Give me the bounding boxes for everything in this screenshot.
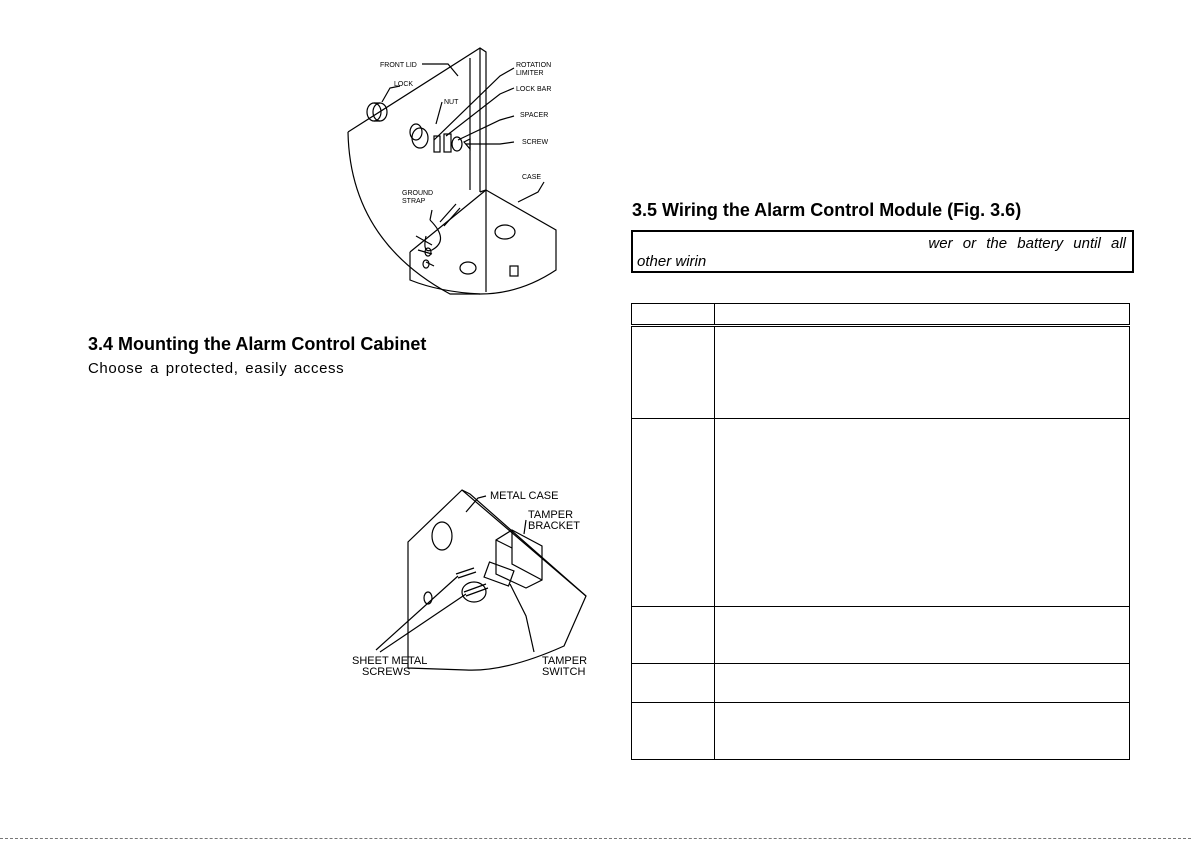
table-cell <box>715 304 1130 326</box>
table-cell <box>715 419 1130 607</box>
label-front-lid: FRONT LID <box>380 62 417 69</box>
label-case: CASE <box>522 174 542 181</box>
section-3-4-heading: 3.4 Mounting the Alarm Control Cabinet <box>88 334 427 354</box>
wiring-table <box>631 303 1130 760</box>
label-rotation-limiter-1: ROTATION <box>516 62 552 69</box>
label-tamper-bracket-2: BRACKET <box>528 520 580 532</box>
label-sheet-metal-screws-1: SHEET METAL <box>352 655 428 667</box>
label-tamper-bracket-1: TAMPER <box>528 509 574 521</box>
label-screw: SCREW <box>522 139 549 146</box>
lid-assembly-figure <box>340 40 600 300</box>
table-cell <box>632 326 715 419</box>
label-sheet-metal-screws-2: SCREWS <box>362 666 411 678</box>
table-cell <box>632 419 715 607</box>
section-3-5-heading: 3.5 Wiring the Alarm Control Module (Fig. 3.6) <box>632 200 1022 220</box>
table-row <box>632 664 1130 703</box>
table-cell <box>632 664 715 703</box>
table-cell <box>632 304 715 326</box>
table-cell <box>632 703 715 760</box>
section-3-4-body: Choose a protected, easily access <box>88 360 345 377</box>
label-ground-strap-1: GROUND <box>402 190 434 197</box>
label-ground-strap-2: STRAP <box>402 198 426 205</box>
table-row <box>632 419 1130 607</box>
tamper-switch-figure <box>346 484 596 694</box>
table-header-row <box>632 304 1130 326</box>
table-cell <box>715 703 1130 760</box>
tamper-switch-shape <box>484 562 514 586</box>
table-cell <box>632 607 715 664</box>
table-cell <box>715 326 1130 419</box>
label-tamper-switch-1: TAMPER <box>542 655 588 667</box>
case-shape <box>480 190 556 294</box>
label-nut: NUT <box>444 99 459 106</box>
label-spacer: SPACER <box>520 112 549 119</box>
warning-note-box <box>631 230 1134 273</box>
label-rotation-limiter-2: LIMITER <box>516 70 544 77</box>
table-cell <box>715 664 1130 703</box>
page-bottom-rule <box>0 838 1191 839</box>
warning-note-line-2: other wirin <box>637 253 707 270</box>
label-tamper-switch-2: SWITCH <box>542 666 586 678</box>
label-lock: LOCK <box>394 81 414 88</box>
table-row <box>632 607 1130 664</box>
ground-strap-shape <box>425 220 441 251</box>
table-row <box>632 703 1130 760</box>
warning-note-line-1: wer or the battery until all <box>928 235 1126 252</box>
table-row <box>632 326 1130 419</box>
label-metal-case: METAL CASE <box>490 490 559 502</box>
label-lock-bar: LOCK BAR <box>516 86 552 93</box>
front-lid-shape <box>348 48 486 192</box>
table-cell <box>715 607 1130 664</box>
